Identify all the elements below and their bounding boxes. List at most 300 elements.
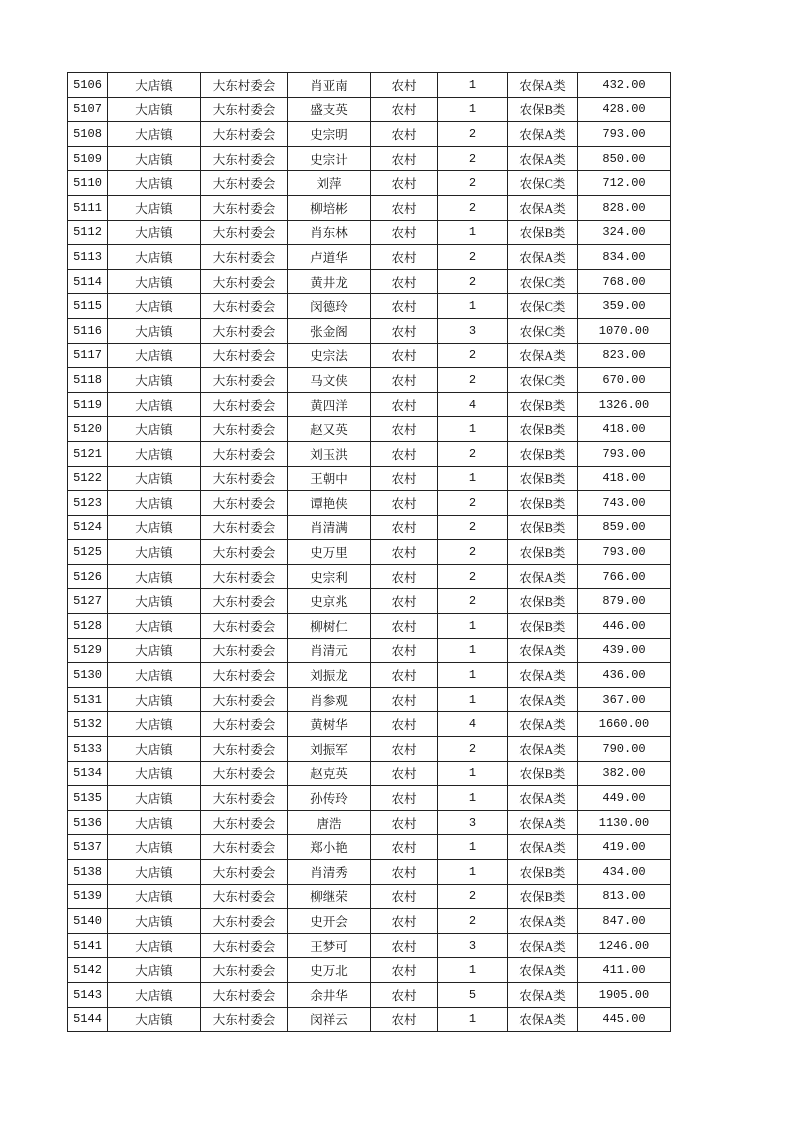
town-cell: 大店镇 xyxy=(108,564,201,589)
serial-number-cell: 5131 xyxy=(68,687,108,712)
person-name-cell: 赵克英 xyxy=(288,761,371,786)
person-name-cell: 马文侠 xyxy=(288,368,371,393)
person-name-cell: 郑小艳 xyxy=(288,835,371,860)
person-name-cell: 张金阁 xyxy=(288,318,371,343)
area-type-cell: 农村 xyxy=(371,810,438,835)
village-committee-cell: 大东村委会 xyxy=(201,614,288,639)
serial-number-cell: 5132 xyxy=(68,712,108,737)
town-cell: 大店镇 xyxy=(108,146,201,171)
serial-number-cell: 5143 xyxy=(68,982,108,1007)
town-cell: 大店镇 xyxy=(108,835,201,860)
insurance-category-cell: 农保B类 xyxy=(508,761,578,786)
table-row xyxy=(68,810,671,835)
town-cell: 大店镇 xyxy=(108,195,201,220)
person-name-cell: 刘萍 xyxy=(288,171,371,196)
area-type-cell: 农村 xyxy=(371,614,438,639)
household-size-cell: 2 xyxy=(438,245,508,270)
household-size-cell: 1 xyxy=(438,835,508,860)
person-name-cell: 史京兆 xyxy=(288,589,371,614)
village-committee-cell: 大东村委会 xyxy=(201,343,288,368)
amount-cell: 432.00 xyxy=(578,73,671,98)
insurance-category-cell: 农保A类 xyxy=(508,958,578,983)
town-cell: 大店镇 xyxy=(108,982,201,1007)
serial-number-cell: 5140 xyxy=(68,909,108,934)
person-name-cell: 黄树华 xyxy=(288,712,371,737)
serial-number-cell: 5144 xyxy=(68,1007,108,1032)
village-committee-cell: 大东村委会 xyxy=(201,786,288,811)
insurance-category-cell: 农保A类 xyxy=(508,712,578,737)
serial-number-cell: 5107 xyxy=(68,97,108,122)
village-committee-cell: 大东村委会 xyxy=(201,294,288,319)
village-committee-cell: 大东村委会 xyxy=(201,663,288,688)
household-size-cell: 3 xyxy=(438,933,508,958)
village-committee-cell: 大东村委会 xyxy=(201,245,288,270)
household-size-cell: 1 xyxy=(438,294,508,319)
serial-number-cell: 5123 xyxy=(68,491,108,516)
household-size-cell: 2 xyxy=(438,195,508,220)
table-row xyxy=(68,122,671,147)
household-size-cell: 2 xyxy=(438,343,508,368)
area-type-cell: 农村 xyxy=(371,122,438,147)
village-committee-cell: 大东村委会 xyxy=(201,368,288,393)
village-committee-cell: 大东村委会 xyxy=(201,638,288,663)
insurance-category-cell: 农保C类 xyxy=(508,294,578,319)
insurance-category-cell: 农保C类 xyxy=(508,269,578,294)
amount-cell: 359.00 xyxy=(578,294,671,319)
amount-cell: 823.00 xyxy=(578,343,671,368)
town-cell: 大店镇 xyxy=(108,909,201,934)
serial-number-cell: 5124 xyxy=(68,515,108,540)
household-size-cell: 1 xyxy=(438,786,508,811)
serial-number-cell: 5126 xyxy=(68,564,108,589)
village-committee-cell: 大东村委会 xyxy=(201,860,288,885)
amount-cell: 850.00 xyxy=(578,146,671,171)
amount-cell: 418.00 xyxy=(578,466,671,491)
insurance-category-cell: 农保C类 xyxy=(508,368,578,393)
person-name-cell: 卢道华 xyxy=(288,245,371,270)
area-type-cell: 农村 xyxy=(371,638,438,663)
household-size-cell: 2 xyxy=(438,737,508,762)
insurance-category-cell: 农保A类 xyxy=(508,146,578,171)
area-type-cell: 农村 xyxy=(371,761,438,786)
village-committee-cell: 大东村委会 xyxy=(201,958,288,983)
serial-number-cell: 5141 xyxy=(68,933,108,958)
insurance-category-cell: 农保B类 xyxy=(508,491,578,516)
serial-number-cell: 5134 xyxy=(68,761,108,786)
household-size-cell: 1 xyxy=(438,220,508,245)
table-row xyxy=(68,860,671,885)
person-name-cell: 史宗利 xyxy=(288,564,371,589)
insurance-category-cell: 农保A类 xyxy=(508,564,578,589)
household-size-cell: 4 xyxy=(438,712,508,737)
household-size-cell: 1 xyxy=(438,663,508,688)
person-name-cell: 刘振龙 xyxy=(288,663,371,688)
insurance-category-cell: 农保B类 xyxy=(508,441,578,466)
serial-number-cell: 5120 xyxy=(68,417,108,442)
person-name-cell: 肖清元 xyxy=(288,638,371,663)
town-cell: 大店镇 xyxy=(108,884,201,909)
person-name-cell: 史万北 xyxy=(288,958,371,983)
table-row xyxy=(68,146,671,171)
person-name-cell: 王梦可 xyxy=(288,933,371,958)
table-row xyxy=(68,491,671,516)
village-committee-cell: 大东村委会 xyxy=(201,712,288,737)
area-type-cell: 农村 xyxy=(371,368,438,393)
area-type-cell: 农村 xyxy=(371,835,438,860)
serial-number-cell: 5137 xyxy=(68,835,108,860)
table-row xyxy=(68,195,671,220)
village-committee-cell: 大东村委会 xyxy=(201,540,288,565)
household-size-cell: 2 xyxy=(438,564,508,589)
village-committee-cell: 大东村委会 xyxy=(201,884,288,909)
area-type-cell: 农村 xyxy=(371,540,438,565)
area-type-cell: 农村 xyxy=(371,269,438,294)
area-type-cell: 农村 xyxy=(371,1007,438,1032)
person-name-cell: 柳树仁 xyxy=(288,614,371,639)
town-cell: 大店镇 xyxy=(108,368,201,393)
insurance-category-cell: 农保A类 xyxy=(508,73,578,98)
person-name-cell: 肖亚南 xyxy=(288,73,371,98)
area-type-cell: 农村 xyxy=(371,958,438,983)
table-row xyxy=(68,786,671,811)
amount-cell: 1070.00 xyxy=(578,318,671,343)
town-cell: 大店镇 xyxy=(108,97,201,122)
area-type-cell: 农村 xyxy=(371,245,438,270)
serial-number-cell: 5118 xyxy=(68,368,108,393)
household-size-cell: 3 xyxy=(438,810,508,835)
serial-number-cell: 5112 xyxy=(68,220,108,245)
serial-number-cell: 5127 xyxy=(68,589,108,614)
amount-cell: 790.00 xyxy=(578,737,671,762)
serial-number-cell: 5128 xyxy=(68,614,108,639)
insurance-category-cell: 农保A类 xyxy=(508,638,578,663)
person-name-cell: 肖清满 xyxy=(288,515,371,540)
insurance-category-cell: 农保A类 xyxy=(508,933,578,958)
person-name-cell: 柳培彬 xyxy=(288,195,371,220)
insurance-category-cell: 农保B类 xyxy=(508,417,578,442)
table-row xyxy=(68,982,671,1007)
village-committee-cell: 大东村委会 xyxy=(201,318,288,343)
town-cell: 大店镇 xyxy=(108,294,201,319)
table-row xyxy=(68,441,671,466)
household-size-cell: 2 xyxy=(438,540,508,565)
insurance-category-cell: 农保B类 xyxy=(508,540,578,565)
serial-number-cell: 5111 xyxy=(68,195,108,220)
village-committee-cell: 大东村委会 xyxy=(201,73,288,98)
household-size-cell: 2 xyxy=(438,515,508,540)
town-cell: 大店镇 xyxy=(108,614,201,639)
town-cell: 大店镇 xyxy=(108,638,201,663)
village-committee-cell: 大东村委会 xyxy=(201,97,288,122)
person-name-cell: 史宗法 xyxy=(288,343,371,368)
amount-cell: 1246.00 xyxy=(578,933,671,958)
village-committee-cell: 大东村委会 xyxy=(201,835,288,860)
town-cell: 大店镇 xyxy=(108,269,201,294)
area-type-cell: 农村 xyxy=(371,564,438,589)
household-size-cell: 3 xyxy=(438,318,508,343)
household-size-cell: 2 xyxy=(438,589,508,614)
area-type-cell: 农村 xyxy=(371,515,438,540)
insurance-category-cell: 农保B类 xyxy=(508,860,578,885)
area-type-cell: 农村 xyxy=(371,860,438,885)
town-cell: 大店镇 xyxy=(108,958,201,983)
village-committee-cell: 大东村委会 xyxy=(201,810,288,835)
person-name-cell: 刘振军 xyxy=(288,737,371,762)
person-name-cell: 盛支英 xyxy=(288,97,371,122)
town-cell: 大店镇 xyxy=(108,73,201,98)
village-committee-cell: 大东村委会 xyxy=(201,1007,288,1032)
records-table xyxy=(67,72,671,1032)
table-row xyxy=(68,761,671,786)
amount-cell: 446.00 xyxy=(578,614,671,639)
serial-number-cell: 5108 xyxy=(68,122,108,147)
area-type-cell: 农村 xyxy=(371,417,438,442)
village-committee-cell: 大东村委会 xyxy=(201,220,288,245)
amount-cell: 670.00 xyxy=(578,368,671,393)
area-type-cell: 农村 xyxy=(371,663,438,688)
insurance-category-cell: 农保A类 xyxy=(508,835,578,860)
area-type-cell: 农村 xyxy=(371,466,438,491)
insurance-category-cell: 农保C类 xyxy=(508,318,578,343)
table-row xyxy=(68,392,671,417)
insurance-category-cell: 农保B类 xyxy=(508,97,578,122)
amount-cell: 712.00 xyxy=(578,171,671,196)
serial-number-cell: 5122 xyxy=(68,466,108,491)
amount-cell: 449.00 xyxy=(578,786,671,811)
area-type-cell: 农村 xyxy=(371,97,438,122)
village-committee-cell: 大东村委会 xyxy=(201,589,288,614)
insurance-category-cell: 农保A类 xyxy=(508,982,578,1007)
amount-cell: 434.00 xyxy=(578,860,671,885)
insurance-category-cell: 农保A类 xyxy=(508,122,578,147)
area-type-cell: 农村 xyxy=(371,737,438,762)
table-row xyxy=(68,368,671,393)
person-name-cell: 闵德玲 xyxy=(288,294,371,319)
town-cell: 大店镇 xyxy=(108,687,201,712)
insurance-category-cell: 农保A类 xyxy=(508,663,578,688)
serial-number-cell: 5116 xyxy=(68,318,108,343)
household-size-cell: 2 xyxy=(438,146,508,171)
person-name-cell: 王朝中 xyxy=(288,466,371,491)
town-cell: 大店镇 xyxy=(108,343,201,368)
table-row xyxy=(68,663,671,688)
table-row xyxy=(68,294,671,319)
area-type-cell: 农村 xyxy=(371,712,438,737)
village-committee-cell: 大东村委会 xyxy=(201,933,288,958)
area-type-cell: 农村 xyxy=(371,786,438,811)
amount-cell: 1660.00 xyxy=(578,712,671,737)
town-cell: 大店镇 xyxy=(108,392,201,417)
table-row xyxy=(68,614,671,639)
village-committee-cell: 大东村委会 xyxy=(201,515,288,540)
amount-cell: 766.00 xyxy=(578,564,671,589)
insurance-category-cell: 农保B类 xyxy=(508,220,578,245)
serial-number-cell: 5110 xyxy=(68,171,108,196)
town-cell: 大店镇 xyxy=(108,491,201,516)
amount-cell: 1905.00 xyxy=(578,982,671,1007)
town-cell: 大店镇 xyxy=(108,318,201,343)
person-name-cell: 柳继荣 xyxy=(288,884,371,909)
village-committee-cell: 大东村委会 xyxy=(201,269,288,294)
insurance-category-cell: 农保A类 xyxy=(508,343,578,368)
area-type-cell: 农村 xyxy=(371,884,438,909)
area-type-cell: 农村 xyxy=(371,220,438,245)
household-size-cell: 2 xyxy=(438,368,508,393)
amount-cell: 428.00 xyxy=(578,97,671,122)
person-name-cell: 赵又英 xyxy=(288,417,371,442)
serial-number-cell: 5129 xyxy=(68,638,108,663)
person-name-cell: 刘玉洪 xyxy=(288,441,371,466)
person-name-cell: 唐浩 xyxy=(288,810,371,835)
table-row xyxy=(68,638,671,663)
serial-number-cell: 5109 xyxy=(68,146,108,171)
household-size-cell: 1 xyxy=(438,761,508,786)
insurance-category-cell: 农保B类 xyxy=(508,515,578,540)
serial-number-cell: 5135 xyxy=(68,786,108,811)
table-row xyxy=(68,466,671,491)
serial-number-cell: 5119 xyxy=(68,392,108,417)
town-cell: 大店镇 xyxy=(108,786,201,811)
serial-number-cell: 5114 xyxy=(68,269,108,294)
person-name-cell: 肖参观 xyxy=(288,687,371,712)
amount-cell: 859.00 xyxy=(578,515,671,540)
insurance-category-cell: 农保A类 xyxy=(508,687,578,712)
town-cell: 大店镇 xyxy=(108,737,201,762)
amount-cell: 324.00 xyxy=(578,220,671,245)
insurance-category-cell: 农保B类 xyxy=(508,614,578,639)
village-committee-cell: 大东村委会 xyxy=(201,171,288,196)
town-cell: 大店镇 xyxy=(108,245,201,270)
household-size-cell: 1 xyxy=(438,614,508,639)
village-committee-cell: 大东村委会 xyxy=(201,564,288,589)
household-size-cell: 2 xyxy=(438,491,508,516)
person-name-cell: 史开会 xyxy=(288,909,371,934)
table-row xyxy=(68,220,671,245)
town-cell: 大店镇 xyxy=(108,761,201,786)
area-type-cell: 农村 xyxy=(371,318,438,343)
person-name-cell: 肖清秀 xyxy=(288,860,371,885)
household-size-cell: 1 xyxy=(438,417,508,442)
table-row xyxy=(68,515,671,540)
person-name-cell: 谭艳侠 xyxy=(288,491,371,516)
household-size-cell: 2 xyxy=(438,909,508,934)
area-type-cell: 农村 xyxy=(371,909,438,934)
village-committee-cell: 大东村委会 xyxy=(201,417,288,442)
table-row xyxy=(68,687,671,712)
village-committee-cell: 大东村委会 xyxy=(201,982,288,1007)
table-row xyxy=(68,712,671,737)
person-name-cell: 孙传玲 xyxy=(288,786,371,811)
insurance-category-cell: 农保A类 xyxy=(508,737,578,762)
village-committee-cell: 大东村委会 xyxy=(201,687,288,712)
town-cell: 大店镇 xyxy=(108,171,201,196)
town-cell: 大店镇 xyxy=(108,663,201,688)
serial-number-cell: 5113 xyxy=(68,245,108,270)
insurance-category-cell: 农保B类 xyxy=(508,589,578,614)
area-type-cell: 农村 xyxy=(371,441,438,466)
table-row xyxy=(68,343,671,368)
amount-cell: 439.00 xyxy=(578,638,671,663)
amount-cell: 1130.00 xyxy=(578,810,671,835)
household-size-cell: 1 xyxy=(438,860,508,885)
amount-cell: 382.00 xyxy=(578,761,671,786)
table-row xyxy=(68,417,671,442)
insurance-category-cell: 农保A类 xyxy=(508,786,578,811)
amount-cell: 879.00 xyxy=(578,589,671,614)
table-row xyxy=(68,835,671,860)
area-type-cell: 农村 xyxy=(371,146,438,171)
town-cell: 大店镇 xyxy=(108,589,201,614)
table-row xyxy=(68,97,671,122)
serial-number-cell: 5106 xyxy=(68,73,108,98)
area-type-cell: 农村 xyxy=(371,343,438,368)
town-cell: 大店镇 xyxy=(108,1007,201,1032)
town-cell: 大店镇 xyxy=(108,122,201,147)
household-size-cell: 1 xyxy=(438,1007,508,1032)
household-size-cell: 5 xyxy=(438,982,508,1007)
table-row xyxy=(68,884,671,909)
table-row xyxy=(68,245,671,270)
amount-cell: 793.00 xyxy=(578,122,671,147)
serial-number-cell: 5142 xyxy=(68,958,108,983)
amount-cell: 813.00 xyxy=(578,884,671,909)
town-cell: 大店镇 xyxy=(108,441,201,466)
area-type-cell: 农村 xyxy=(371,392,438,417)
table-row xyxy=(68,269,671,294)
table-row xyxy=(68,737,671,762)
person-name-cell: 史万里 xyxy=(288,540,371,565)
table-row xyxy=(68,909,671,934)
amount-cell: 419.00 xyxy=(578,835,671,860)
village-committee-cell: 大东村委会 xyxy=(201,441,288,466)
serial-number-cell: 5125 xyxy=(68,540,108,565)
household-size-cell: 1 xyxy=(438,638,508,663)
person-name-cell: 黄四洋 xyxy=(288,392,371,417)
insurance-category-cell: 农保B类 xyxy=(508,392,578,417)
amount-cell: 445.00 xyxy=(578,1007,671,1032)
household-size-cell: 1 xyxy=(438,97,508,122)
person-name-cell: 余井华 xyxy=(288,982,371,1007)
table-row xyxy=(68,564,671,589)
area-type-cell: 农村 xyxy=(371,687,438,712)
town-cell: 大店镇 xyxy=(108,417,201,442)
village-committee-cell: 大东村委会 xyxy=(201,491,288,516)
person-name-cell: 肖东林 xyxy=(288,220,371,245)
serial-number-cell: 5138 xyxy=(68,860,108,885)
household-size-cell: 2 xyxy=(438,269,508,294)
amount-cell: 436.00 xyxy=(578,663,671,688)
insurance-category-cell: 农保B类 xyxy=(508,466,578,491)
insurance-category-cell: 农保B类 xyxy=(508,884,578,909)
insurance-category-cell: 农保C类 xyxy=(508,171,578,196)
amount-cell: 1326.00 xyxy=(578,392,671,417)
serial-number-cell: 5115 xyxy=(68,294,108,319)
household-size-cell: 1 xyxy=(438,687,508,712)
insurance-category-cell: 农保A类 xyxy=(508,810,578,835)
amount-cell: 768.00 xyxy=(578,269,671,294)
household-size-cell: 1 xyxy=(438,73,508,98)
household-size-cell: 1 xyxy=(438,958,508,983)
table-row xyxy=(68,318,671,343)
area-type-cell: 农村 xyxy=(371,982,438,1007)
table-row xyxy=(68,1007,671,1032)
person-name-cell: 史宗明 xyxy=(288,122,371,147)
town-cell: 大店镇 xyxy=(108,933,201,958)
amount-cell: 367.00 xyxy=(578,687,671,712)
table-row xyxy=(68,589,671,614)
table-row xyxy=(68,933,671,958)
town-cell: 大店镇 xyxy=(108,860,201,885)
